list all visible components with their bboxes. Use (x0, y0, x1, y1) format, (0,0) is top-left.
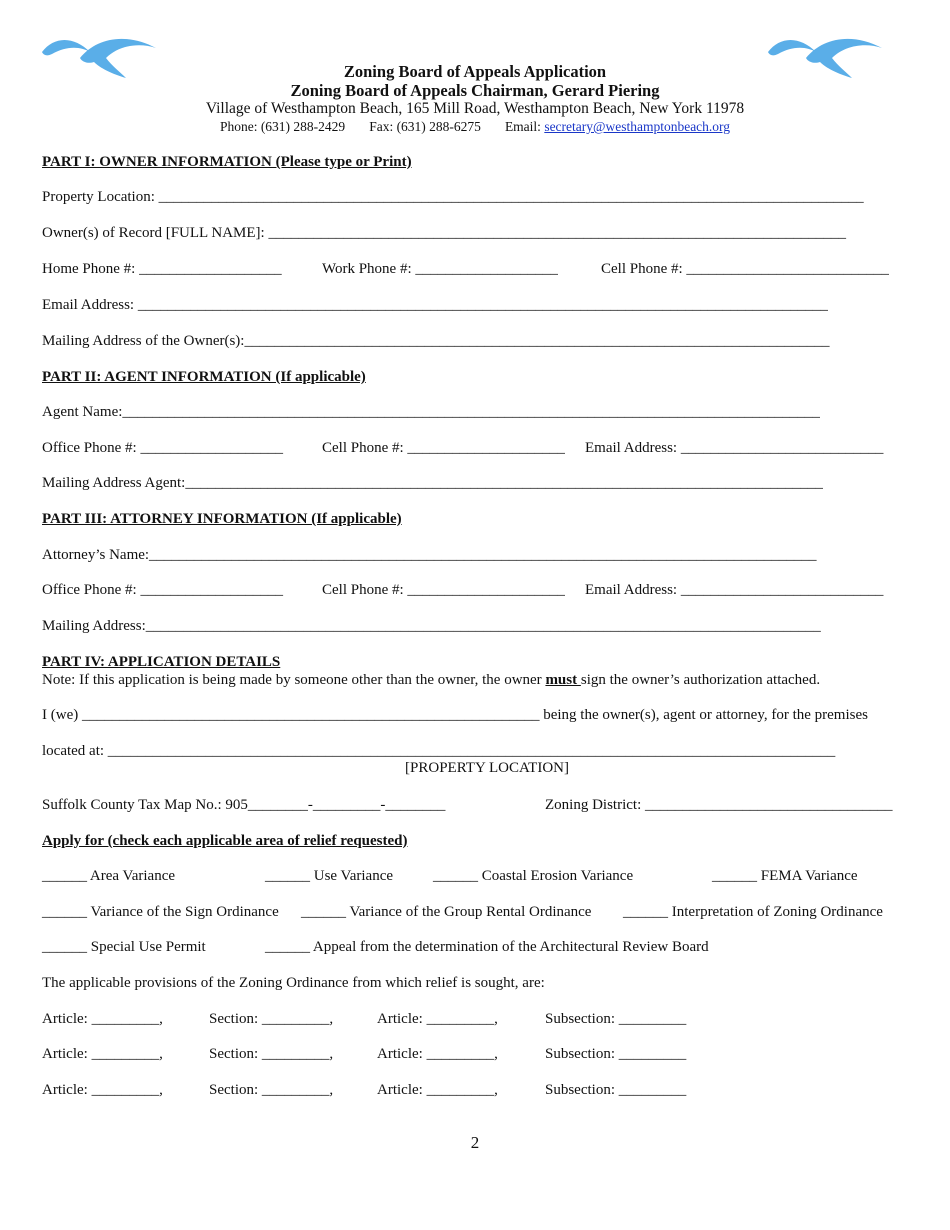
apply-for-heading: Apply for (check each applicable area of relief requested) (42, 833, 408, 849)
provision-subsection-field[interactable]: Subsection: _________ (545, 1046, 687, 1062)
email-link[interactable]: secretary@westhamptonbeach.org (544, 119, 731, 134)
owner-email-field[interactable]: Email Address: ____________________________________________________________________________________________ (42, 297, 828, 313)
agent-email-field[interactable]: Email Address: ___________________________ (585, 440, 884, 456)
attorney-email-field[interactable]: Email Address: ___________________________ (585, 582, 884, 598)
part1-heading: PART I: OWNER INFORMATION (Please type or Print) (42, 154, 412, 170)
area-variance-option[interactable]: ______ Area Variance (42, 868, 176, 884)
attorney-cell-phone-field[interactable]: Cell Phone #: _____________________ (322, 582, 565, 598)
arb-appeal-option[interactable]: ______ Appeal from the determination of the Architectural Review Board (265, 939, 709, 955)
contact-line (0, 118, 950, 135)
provisions-text: The applicable provisions of the Zoning Ordinance from which relief is sought, are: (42, 975, 545, 991)
attorney-mailing-address-field[interactable]: Mailing Address:__________________________________________________________________________________________ (42, 618, 821, 634)
chairman-title: Zoning Board of Appeals Chairman, Gerard Piering (290, 81, 660, 100)
zoning-interpretation-option[interactable]: ______ Interpretation of Zoning Ordinance (623, 904, 883, 920)
owners-of-record-field[interactable]: Owner(s) of Record [FULL NAME]: _____________________________________________________________________________ (42, 225, 846, 241)
located-at-field[interactable]: located at: _________________________________________________________________________________________________ (42, 743, 836, 759)
property-location-caption: [PROPERTY LOCATION] (405, 760, 569, 776)
provision-subsection-field[interactable]: Subsection: _________ (545, 1082, 687, 1098)
agent-name-field[interactable]: Agent Name:_____________________________________________________________________________________________ (42, 404, 820, 420)
applicant-iwe-field[interactable]: I (we) _____________________________________________________________ being the owner(s), agent or attorney, for the premises (42, 707, 868, 723)
fema-variance-option[interactable]: ______ FEMA Variance (712, 868, 858, 884)
use-variance-option[interactable]: ______ Use Variance (265, 868, 394, 884)
coastal-erosion-variance-option[interactable]: ______ Coastal Erosion Variance (433, 868, 634, 884)
authorization-note: Note: If this application is being made by someone other than the owner, the owner must sign the owner’s authorization attached. (42, 672, 821, 688)
provision-article-field[interactable]: Article: _________, (42, 1046, 163, 1062)
provision-article-field[interactable]: Article: _________, (377, 1011, 498, 1027)
provision-subsection-field[interactable]: Subsection: _________ (545, 1011, 687, 1027)
tax-map-field[interactable]: Suffolk County Tax Map No.: 905________-_________-________ (42, 797, 446, 813)
sign-ordinance-variance-option[interactable]: ______ Variance of the Sign Ordinance (42, 904, 279, 920)
fax-text: Fax: (631) 288-6275 (369, 119, 481, 134)
property-location-field[interactable]: Property Location: ______________________________________________________________________________________________ (42, 189, 864, 205)
agent-office-phone-field[interactable]: Office Phone #: ___________________ (42, 440, 283, 456)
provision-article-field[interactable]: Article: _________, (42, 1082, 163, 1098)
page-number: 2 (470, 1133, 480, 1152)
provision-section-field[interactable]: Section: _________, (209, 1046, 334, 1062)
village-address: Village of Westhampton Beach, 165 Mill Road, Westhampton Beach, New York 11978 (205, 100, 745, 117)
owner-mailing-address-field[interactable]: Mailing Address of the Owner(s):______________________________________________________________________________ (42, 333, 830, 349)
provision-article-field[interactable]: Article: _________, (42, 1011, 163, 1027)
provision-section-field[interactable]: Section: _________, (209, 1011, 334, 1027)
attorney-office-phone-field[interactable]: Office Phone #: ___________________ (42, 582, 283, 598)
group-rental-variance-option[interactable]: ______ Variance of the Group Rental Ordinance (301, 904, 592, 920)
agent-mailing-address-field[interactable]: Mailing Address Agent:_____________________________________________________________________________________ (42, 475, 823, 491)
special-use-permit-option[interactable]: ______ Special Use Permit (42, 939, 206, 955)
agent-cell-phone-field[interactable]: Cell Phone #: _____________________ (322, 440, 565, 456)
part3-heading: PART III: ATTORNEY INFORMATION (If applicable) (42, 511, 402, 527)
provision-section-field[interactable]: Section: _________, (209, 1082, 334, 1098)
owner-cell-phone-field[interactable]: Cell Phone #: ___________________________ (601, 261, 889, 277)
owner-home-phone-field[interactable]: Home Phone #: ___________________ (42, 261, 282, 277)
form-title: Zoning Board of Appeals Application (343, 62, 607, 81)
provision-article-field[interactable]: Article: _________, (377, 1046, 498, 1062)
must-emphasis: must (545, 672, 581, 688)
document-header (0, 62, 950, 135)
provision-article-field[interactable]: Article: _________, (377, 1082, 498, 1098)
zoning-district-field[interactable]: Zoning District: _________________________________ (545, 797, 893, 813)
phone-text: Phone: (631) 288-2429 (219, 119, 346, 134)
part2-heading: PART II: AGENT INFORMATION (If applicable) (42, 369, 366, 385)
email-label: Email: (504, 119, 541, 134)
attorney-name-field[interactable]: Attorney’s Name:_________________________________________________________________________________________ (42, 547, 817, 563)
part4-heading: PART IV: APPLICATION DETAILS (42, 654, 281, 670)
owner-work-phone-field[interactable]: Work Phone #: ___________________ (322, 261, 558, 277)
